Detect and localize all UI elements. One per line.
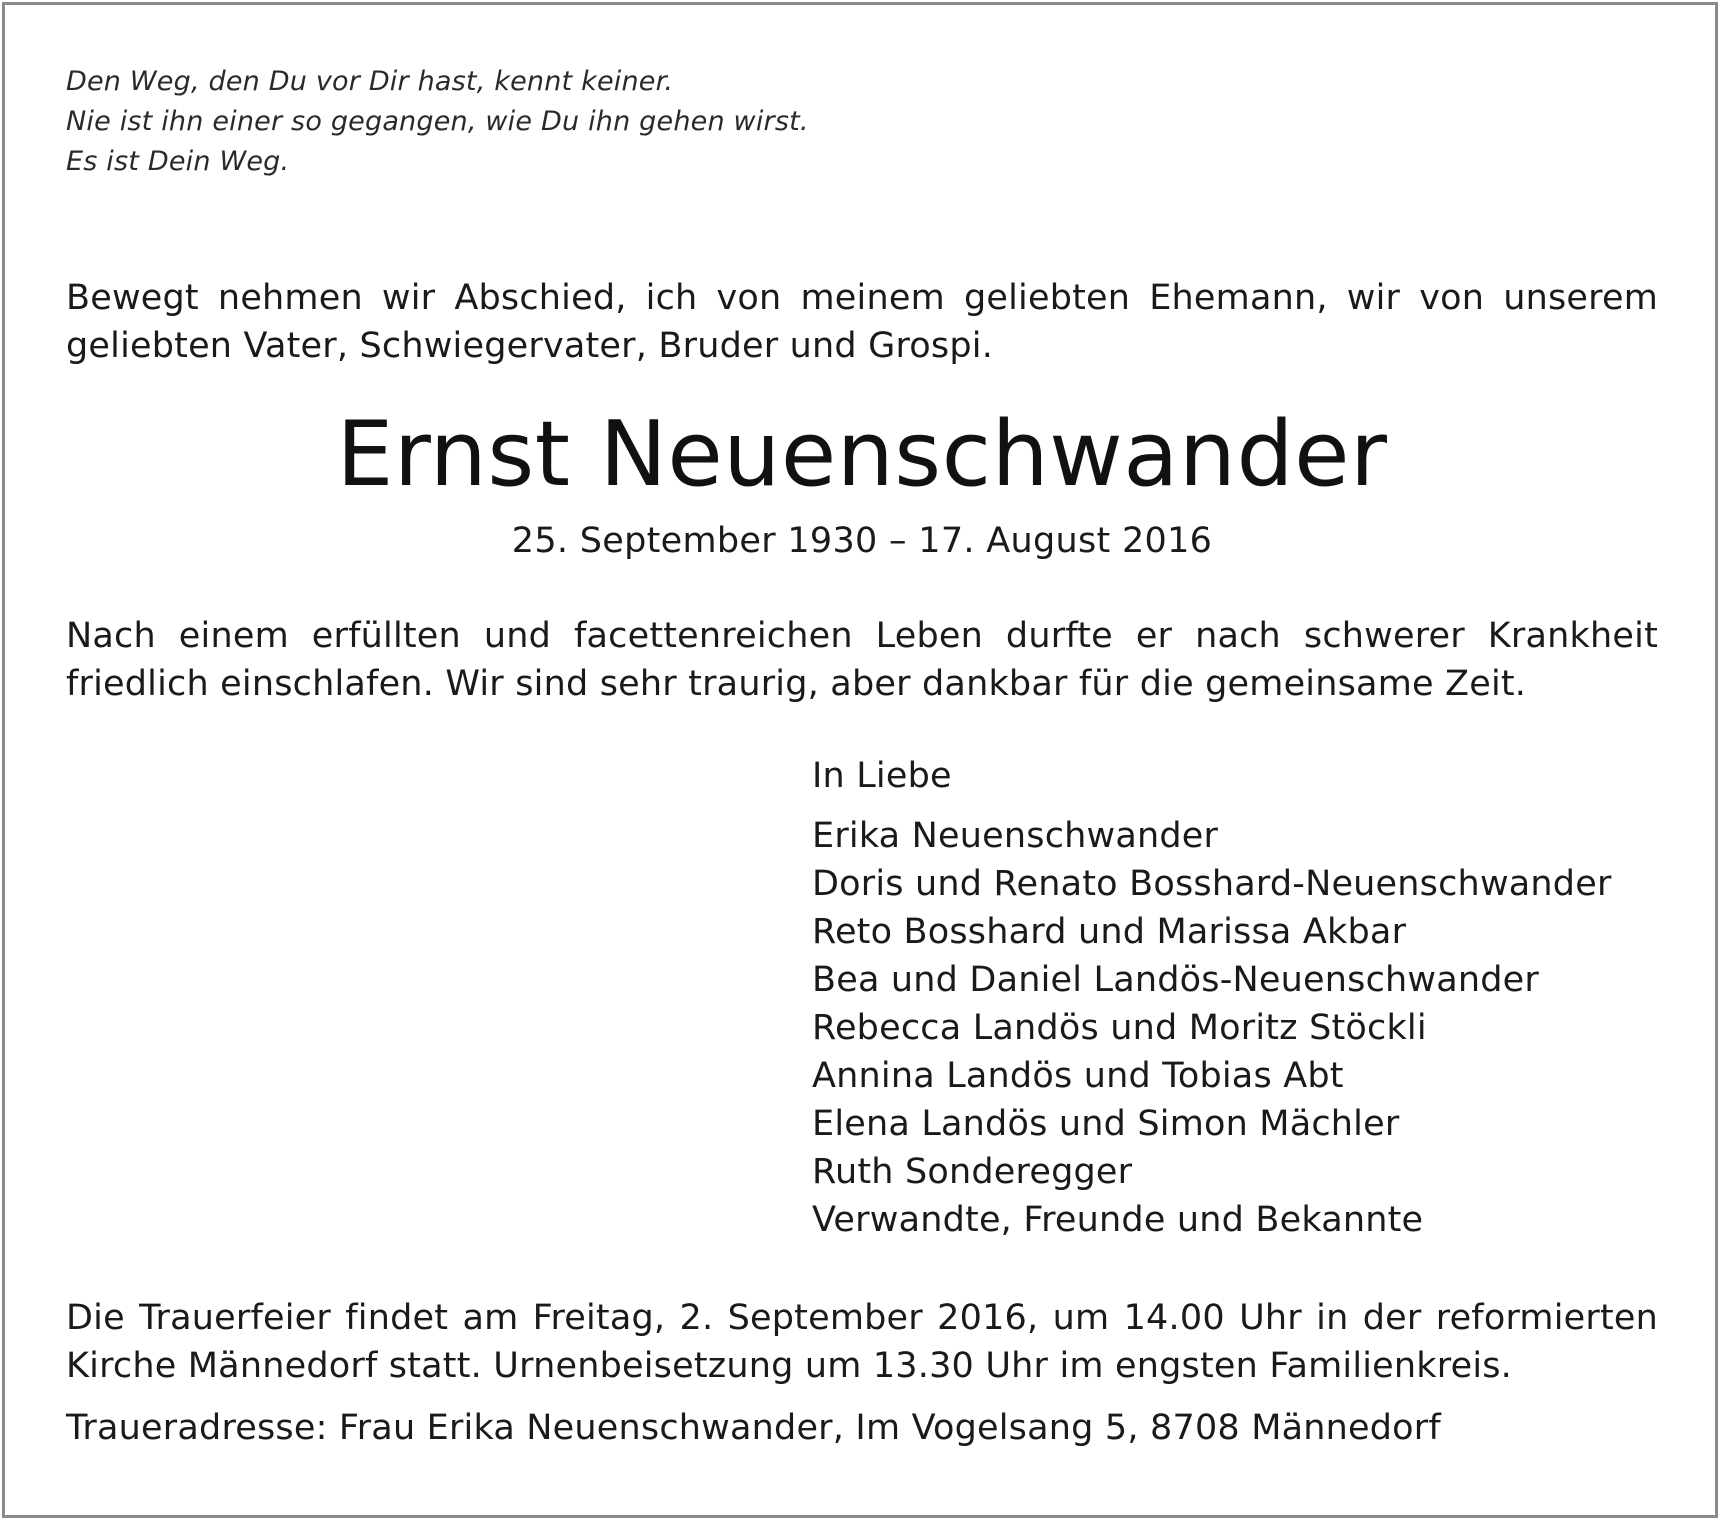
mourner-name: Doris und Renato Bosshard-Neuenschwander bbox=[812, 864, 1612, 904]
mourner-name: Rebecca Landös und Moritz Stöckli bbox=[812, 1008, 1427, 1048]
passing-paragraph: Nach einem erfüllten und facettenreichen Leben durfte er nach schwerer Krankheit friedlich einschlafen. Wir sind sehr traurig, aber dankbar für die gemeinsame Zeit. bbox=[66, 616, 1658, 704]
life-dates: 25. September 1930 – 17. August 2016 bbox=[511, 521, 1213, 561]
mourner-list bbox=[812, 812, 1692, 1244]
intro-paragraph: Bewegt nehmen wir Abschied, ich von meinem geliebten Ehemann, wir von unserem geliebten Vater, Schwiegervater, Bruder und Grospi. bbox=[66, 278, 1658, 366]
motto-line: Nie ist ihn einer so gegangen, wie Du ihn gehen wirst. bbox=[66, 106, 809, 137]
mourner-name: Elena Landös und Simon Mächler bbox=[812, 1104, 1400, 1144]
mourner-name: Verwandte, Freunde und Bekannte bbox=[812, 1200, 1424, 1240]
mourner-name: Reto Bosshard und Marissa Akbar bbox=[812, 912, 1407, 952]
deceased-name: Ernst Neuenschwander bbox=[336, 402, 1388, 507]
mourner-name: Ruth Sonderegger bbox=[812, 1152, 1133, 1192]
mourner-name: Erika Neuenschwander bbox=[812, 816, 1219, 856]
motto-line: Den Weg, den Du vor Dir hast, kennt keiner. bbox=[66, 66, 674, 97]
closing-phrase: In Liebe bbox=[812, 756, 952, 796]
mourner-name: Bea und Daniel Landös-Neuenschwander bbox=[812, 960, 1540, 1000]
ceremony-paragraph: Die Trauerfeier findet am Freitag, 2. September 2016, um 14.00 Uhr in der reformierten Kirche Männedorf statt. Urnenbeisetzung um 13.30 Uhr im engsten Familienkreis. bbox=[66, 1298, 1658, 1386]
mourner-name: Annina Landös und Tobias Abt bbox=[812, 1056, 1344, 1096]
motto-verse bbox=[66, 62, 1466, 182]
mourners-block bbox=[812, 752, 1692, 1244]
mourning-address: Traueradresse: Frau Erika Neuenschwander, Im Vogelsang 5, 8708 Männedorf bbox=[66, 1408, 1441, 1448]
motto-line: Es ist Dein Weg. bbox=[66, 146, 290, 177]
